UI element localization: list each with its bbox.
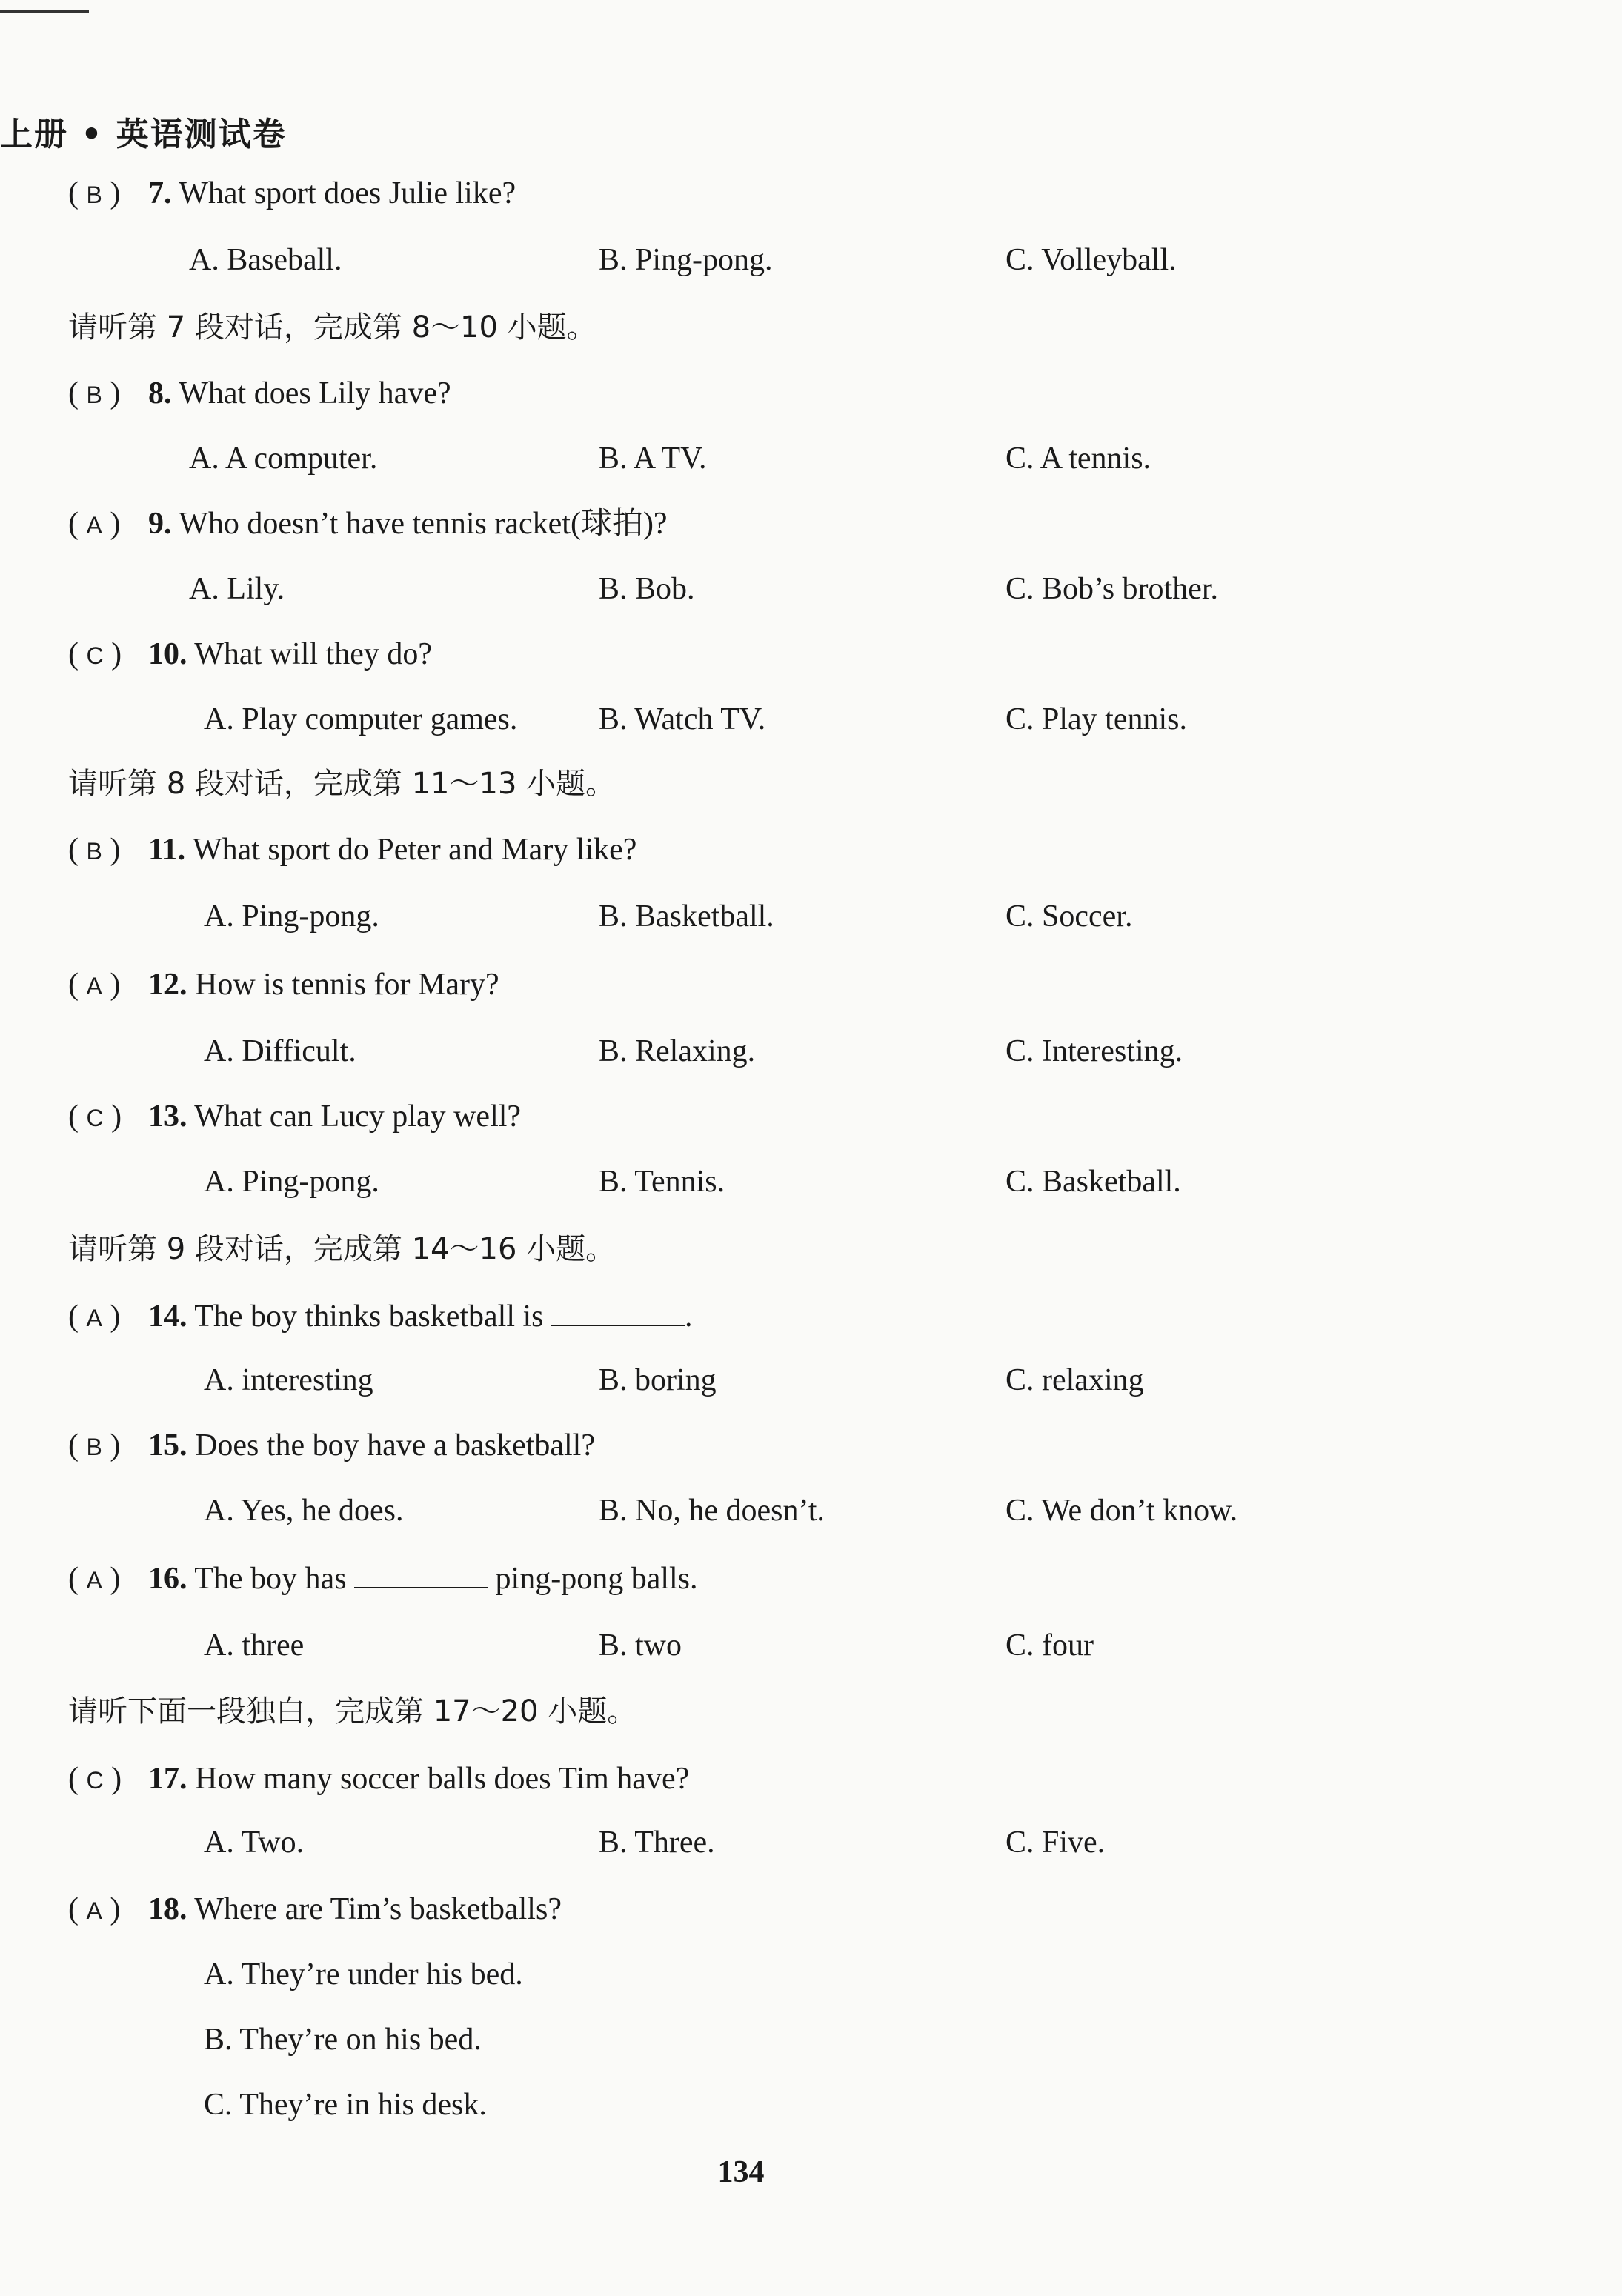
option-a: A. Lily.: [189, 572, 285, 606]
option-a: A. Baseball.: [189, 243, 342, 277]
answer-paren: ( A ): [68, 1300, 121, 1334]
option-b: B. Basketball.: [599, 899, 774, 934]
option-b: B. boring: [599, 1363, 717, 1397]
question-14: [68, 1300, 693, 1332]
question-text: How many soccer balls does Tim have?: [195, 1762, 690, 1796]
option-c: C. A tennis.: [1006, 442, 1151, 476]
option-c: C. We don’t know.: [1006, 1494, 1238, 1528]
option-b: B. Tennis.: [599, 1165, 725, 1199]
section-instruction: 请听第 7 段对话，完成第 8～10 小题。: [68, 310, 596, 345]
question-text: Who doesn’t have tennis racket(球拍)?: [179, 507, 668, 541]
answer-mark: A: [86, 973, 102, 999]
answer-paren: ( C ): [68, 637, 122, 671]
question-number: 9.: [148, 507, 172, 541]
top-rule: [0, 10, 89, 13]
answer-paren: ( C ): [68, 1762, 122, 1796]
page-number: 134: [717, 2155, 765, 2189]
question-18: [68, 1894, 562, 1925]
section-instruction: 请听下面一段独白，完成第 17～20 小题。: [68, 1694, 637, 1728]
option-a: A. Difficult.: [204, 1034, 356, 1068]
option-a: A. Two.: [204, 1826, 305, 1860]
option-b: B. Bob.: [599, 572, 695, 606]
option-a: A. A computer.: [189, 442, 378, 476]
question-number: 15.: [148, 1428, 187, 1463]
option-c: C. Basketball.: [1006, 1165, 1181, 1199]
question-text: Does the boy have a basketball?: [195, 1428, 595, 1463]
question-text-end: ping-pong balls.: [495, 1562, 698, 1596]
option-c: C. Interesting.: [1006, 1034, 1183, 1068]
section-instruction: 请听第 8 段对话，完成第 11～13 小题。: [68, 767, 616, 801]
option-b: B. No, he doesn’t.: [599, 1494, 825, 1528]
option-a: A. interesting: [204, 1363, 373, 1397]
question-text: What does Lily have?: [179, 376, 451, 410]
question-16: [68, 1562, 698, 1594]
option-b: B. Relaxing.: [599, 1034, 756, 1068]
question-number: 17.: [148, 1762, 187, 1796]
answer-mark: B: [86, 838, 102, 865]
option-a: A. Ping-pong.: [204, 1165, 379, 1199]
question-number: 12.: [148, 968, 187, 1002]
question-8: [68, 378, 451, 409]
answer-paren: ( B ): [68, 376, 121, 410]
answer-paren: ( A ): [68, 507, 121, 541]
option-b: B. They’re on his bed.: [204, 2023, 482, 2057]
option-c: C. relaxing: [1006, 1363, 1144, 1397]
option-a: A. Ping-pong.: [204, 899, 379, 934]
question-number: 13.: [148, 1099, 187, 1134]
answer-paren: ( A ): [68, 1562, 121, 1596]
page-header: 上册 • 英语测试卷: [0, 116, 287, 153]
answer-mark: B: [86, 1434, 102, 1460]
option-b: B. two: [599, 1628, 682, 1663]
question-15: [68, 1430, 595, 1461]
answer-paren: ( B ): [68, 1428, 121, 1463]
answer-paren: ( C ): [68, 1099, 122, 1134]
option-a: A. three: [204, 1628, 305, 1663]
question-12: [68, 969, 499, 1000]
answer-mark: A: [86, 1567, 102, 1594]
question-17: [68, 1763, 689, 1794]
option-b: B. A TV.: [599, 442, 707, 476]
question-number: 10.: [148, 637, 187, 671]
answer-mark: C: [86, 1105, 104, 1131]
option-c: C. Play tennis.: [1006, 702, 1188, 736]
question-text: How is tennis for Mary?: [195, 968, 499, 1002]
answer-mark: A: [86, 1305, 102, 1331]
question-text-end: .: [685, 1300, 693, 1334]
option-c: C. They’re in his desk.: [204, 2088, 487, 2122]
option-a: A. Yes, he does.: [204, 1494, 404, 1528]
option-c: C. Bob’s brother.: [1006, 572, 1219, 606]
option-b: B. Ping-pong.: [599, 243, 773, 277]
question-number: 16.: [148, 1562, 187, 1596]
option-c: C. four: [1006, 1628, 1094, 1663]
question-text: What sport does Julie like?: [179, 176, 516, 210]
question-number: 7.: [148, 176, 172, 210]
answer-mark: A: [86, 1897, 102, 1924]
option-b: B. Watch TV.: [599, 702, 766, 736]
question-number: 8.: [148, 376, 172, 410]
option-c: C. Five.: [1006, 1826, 1106, 1860]
answer-mark: B: [86, 382, 102, 408]
answer-paren: ( A ): [68, 1892, 121, 1926]
question-text: What sport do Peter and Mary like?: [192, 833, 637, 867]
option-b: B. Three.: [599, 1826, 715, 1860]
answer-paren: ( B ): [68, 833, 121, 867]
question-11: [68, 834, 636, 865]
question-10: [68, 639, 432, 670]
question-7: [68, 178, 516, 209]
answer-paren: ( A ): [68, 968, 121, 1002]
answer-paren: ( B ): [68, 176, 121, 210]
question-text: What can Lucy play well?: [194, 1099, 522, 1134]
question-text: The boy thinks basketball is: [194, 1300, 544, 1334]
section-instruction: 请听第 9 段对话，完成第 14～16 小题。: [68, 1232, 616, 1266]
question-text: Where are Tim’s basketballs?: [194, 1892, 562, 1926]
answer-mark: C: [86, 642, 104, 669]
answer-mark: C: [86, 1767, 104, 1794]
answer-mark: A: [86, 512, 102, 539]
question-9: [68, 508, 668, 539]
question-13: [68, 1101, 521, 1132]
option-c: C. Soccer.: [1006, 899, 1133, 934]
question-text: The boy has: [194, 1562, 347, 1596]
option-c: C. Volleyball.: [1006, 243, 1177, 277]
option-a: A. Play computer games.: [204, 702, 518, 736]
answer-blank: [551, 1300, 685, 1326]
question-number: 11.: [148, 833, 186, 867]
answer-blank: [354, 1562, 488, 1588]
question-text: What will they do?: [194, 637, 432, 671]
question-number: 14.: [148, 1300, 187, 1334]
answer-mark: B: [86, 182, 102, 208]
option-a: A. They’re under his bed.: [204, 1957, 523, 1991]
question-number: 18.: [148, 1892, 187, 1926]
